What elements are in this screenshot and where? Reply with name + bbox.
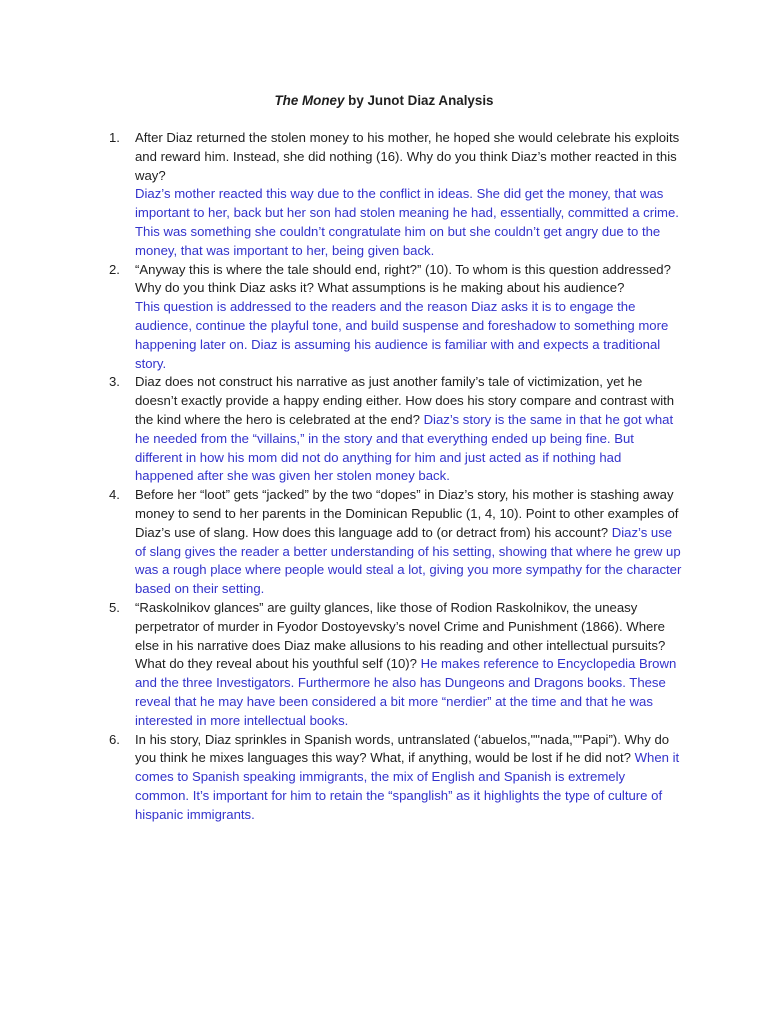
question-number: 1. xyxy=(109,130,120,145)
question-text: Before her “loot” gets “jacked” by the two “dopes” in Diaz’s story, his mother is stashing away money to send to her parents in the Dominican Republic (1, 4, 10). Point to other examples of Diaz’s use of slang. How does this language add to (or detract from) his account? xyxy=(135,487,679,540)
question-text: “Anyway this is where the tale should end, right?” (10). To whom is this question addressed? Why do you think Diaz asks it? What assumptions is he making about his audience? xyxy=(135,261,671,296)
question-number: 5. xyxy=(109,599,120,615)
question-item xyxy=(104,373,682,486)
answer-text: Diaz’s mother reacted this way due to the conflict in ideas. She did get the money, that was important to her, back but her son had stolen meaning he had, essentially, committed a crime. This was something she couldn’t congratulate him on but she couldn’t get angry due to the money, that was important to her, being given back. xyxy=(135,186,679,258)
question-text: In his story, Diaz sprinkles in Spanish words, untranslated (‘abuelos,""nada,""Papi”). Why do you think he mixes languages this way? What, if anything, would be lost if he did not? xyxy=(135,731,670,766)
answer-text: Diaz’s use of slang gives the reader a better understanding of his setting, showing that where he grew up was a rough place where people would steal a lot, giving you more sympathy for the character based on their setting. xyxy=(135,524,682,597)
title-rest: by Junot Diaz Analysis xyxy=(344,93,494,108)
question-text: Diaz does not construct his narrative as just another family’s tale of victimization, yet he doesn’t exactly provide a happy ending either. How does his story compare and contrast with the kind where the hero is celebrated at the end? xyxy=(135,374,675,427)
question-number: 4. xyxy=(109,487,120,503)
question-number: 6. xyxy=(109,731,120,747)
answer-text: This question is addressed to the readers and the reason Diaz asks it is to engage the audience, continue the playful tone, and build suspense and foreshadow to something more happening later on. Diaz is assuming his audience is familiar with and expects a traditional story. xyxy=(135,299,669,371)
question-number: 2. xyxy=(109,261,120,277)
question-list xyxy=(104,129,682,824)
title-italic: The Money xyxy=(274,93,345,108)
document-title xyxy=(0,93,768,108)
question-number: 3. xyxy=(109,374,120,390)
answer-text: Diaz’s story is the same in that he got what he needed from the “villains,” in the story and that everything ended up being fine. But different in how his mom did not do anything for him and just acted as if nothing had happened after she was given her stolen money back. xyxy=(135,411,674,484)
question-item xyxy=(104,731,682,825)
question-item xyxy=(104,599,682,731)
question-item xyxy=(104,129,682,261)
question-item xyxy=(104,261,682,374)
answer-text: When it comes to Spanish speaking immigrants, the mix of English and Spanish is extremely common. It’s important for him to retain the “spanglish” as it highlights the type of culture of hispanic immigrants. xyxy=(135,750,680,822)
question-text: After Diaz returned the stolen money to his mother, he hoped she would celebrate his exploits and reward him. Instead, she did nothing (16). Why do you think Diaz’s mother reacted in this way? xyxy=(135,130,680,183)
question-text: “Raskolnikov glances” are guilty glances, like those of Rodion Raskolnikov, the uneasy perpetrator of murder in Fyodor Dostoyevsky’s novel Crime and Punishment (1866). Where else in his narrative does Diaz make allusions to his reading and other intellectual pursuits? What do they reveal about his youthful self (10)? xyxy=(135,599,666,672)
answer-text: He makes reference to Encyclopedia Brown and the three Investigators. Furthermore he also has Dungeons and Dragons books. These reveal that he may have been considered a bit more “nerdier” at the time and that he was interested in more intellectual books. xyxy=(135,656,677,728)
question-item xyxy=(104,486,682,599)
